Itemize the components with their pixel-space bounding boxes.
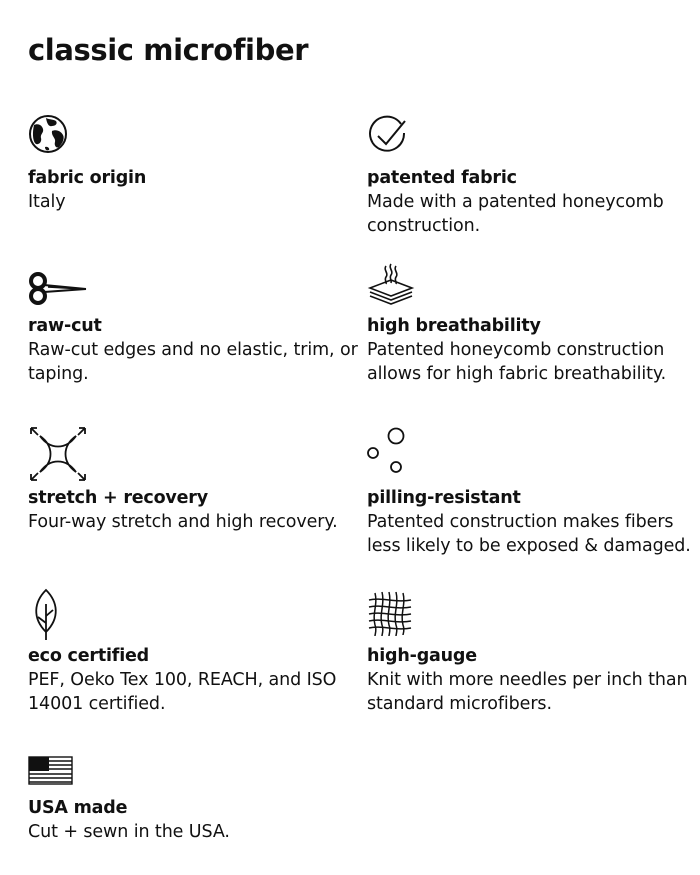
feature-description: Patented honeycomb construction allows for high fabric breathability. (367, 340, 667, 384)
feature-description: Raw-cut edges and no elastic, trim, or taping. (28, 340, 358, 384)
feature-title: stretch + recovery (28, 488, 208, 508)
page-title: classic microfiber (28, 33, 309, 67)
feature-description: Made with a patented honeycomb construction. (367, 192, 664, 236)
four-way-stretch-icon (28, 426, 98, 482)
knit-grid-icon (367, 590, 437, 646)
feature-title: high breathability (367, 316, 541, 336)
feature-title: pilling-resistant (367, 488, 521, 508)
feature-title: raw-cut (28, 316, 102, 336)
feature-description: Cut + sewn in the USA. (28, 822, 230, 842)
feature-title: high-gauge (367, 646, 477, 666)
feature-title: USA made (28, 798, 128, 818)
pilling-circles-icon (367, 426, 437, 482)
feature-description: Four-way stretch and high recovery. (28, 512, 338, 532)
feature-title: fabric origin (28, 168, 147, 188)
checkmark-circle-icon (367, 116, 437, 172)
feature-description: PEF, Oeko Tex 100, REACH, and ISO 14001 certified. (28, 670, 337, 714)
breathable-layers-icon (367, 262, 437, 318)
feature-description: Knit with more needles per inch than standard microfibers. (367, 670, 688, 714)
feature-title: patented fabric (367, 168, 517, 188)
feature-title: eco certified (28, 646, 150, 666)
leaf-icon (28, 588, 98, 644)
globe-icon (28, 114, 98, 170)
feature-description: Patented construction makes fibers less likely to be exposed & damaged. (367, 512, 691, 556)
feature-description: Italy (28, 192, 66, 212)
